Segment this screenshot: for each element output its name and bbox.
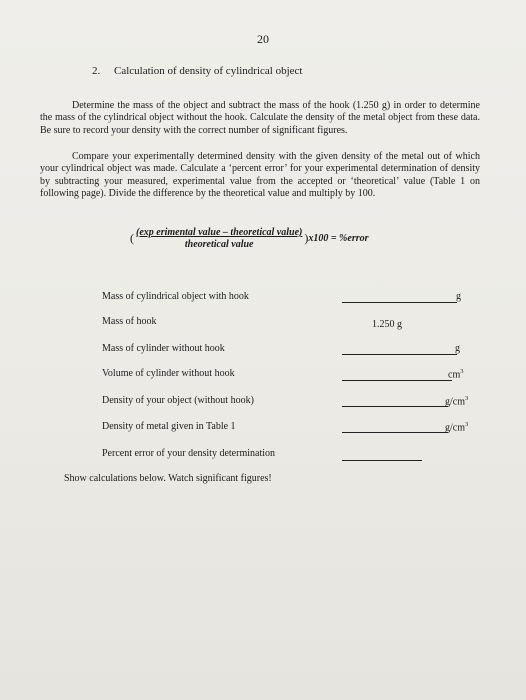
instructions-paragraph-2: Compare your experimentally determined density with the given density of the metal out of which your cylindrical object was made. Calculate a ‘percent error’ for your experimental determination of density by subtracting your measured, experimental value from the accepted or ‘theoretical’ value (Table 1 on following page). Divide the difference by the theoretical value and multiply by 100. bbox=[40, 151, 480, 199]
row-volume-label: Volume of cylinder without hook bbox=[102, 368, 235, 379]
volume-unit: $cm^3$ bbox=[448, 368, 464, 381]
page-number: 20 bbox=[257, 32, 269, 46]
percent-error-field[interactable] bbox=[342, 460, 422, 461]
formula-denominator: theoretical value bbox=[184, 239, 254, 250]
row-mass-hook-label: Mass of hook bbox=[102, 316, 157, 327]
formula-rhs: x100 = %error bbox=[308, 233, 369, 244]
row-density-table-label: Density of metal given in Table 1 bbox=[102, 421, 236, 432]
volume-field[interactable] bbox=[342, 380, 452, 381]
row-percent-error-label: Percent error of your density determination bbox=[102, 448, 275, 459]
instructions-paragraph-1: Determine the mass of the object and subtract the mass of the hook (1.250 g) in order to determine the mass of the cylindrical object without the hook. Calculate the density of the metal object from these data. Be sure to record your density with the correct number of significant figures. bbox=[40, 100, 480, 136]
density-table-field[interactable] bbox=[342, 432, 448, 433]
formula-numerator: (exp erimental value – theoretical value) bbox=[136, 227, 303, 238]
mass-without-hook-field[interactable] bbox=[342, 354, 457, 355]
mass-with-hook-field[interactable] bbox=[342, 302, 457, 303]
row-density-object-label: Density of your object (without hook) bbox=[102, 395, 254, 406]
row-mass-with-hook-label: Mass of cylindrical object with hook bbox=[102, 291, 249, 302]
mass-with-hook-unit: g bbox=[456, 291, 461, 302]
percent-error-formula: ( $\frac{\text{(exp erimental value – theoretical value)}}{\text{theoretical value}}$ )x100 = %error bbox=[130, 227, 369, 250]
footer-instruction: Show calculations below. Watch significant figures! bbox=[64, 473, 272, 484]
section-title: Calculation of density of cylindrical object bbox=[114, 65, 303, 77]
density-table-unit: $g/cm^3$ bbox=[445, 421, 469, 434]
mass-without-hook-unit: g bbox=[455, 343, 460, 354]
density-object-field[interactable] bbox=[342, 406, 448, 407]
section-heading bbox=[92, 65, 302, 77]
section-number: 2. bbox=[92, 65, 101, 77]
mass-hook-value: 1.250 g bbox=[372, 319, 402, 330]
row-mass-without-hook-label: Mass of cylinder without hook bbox=[102, 343, 225, 354]
density-object-unit: $g/cm^3$ bbox=[445, 395, 469, 408]
